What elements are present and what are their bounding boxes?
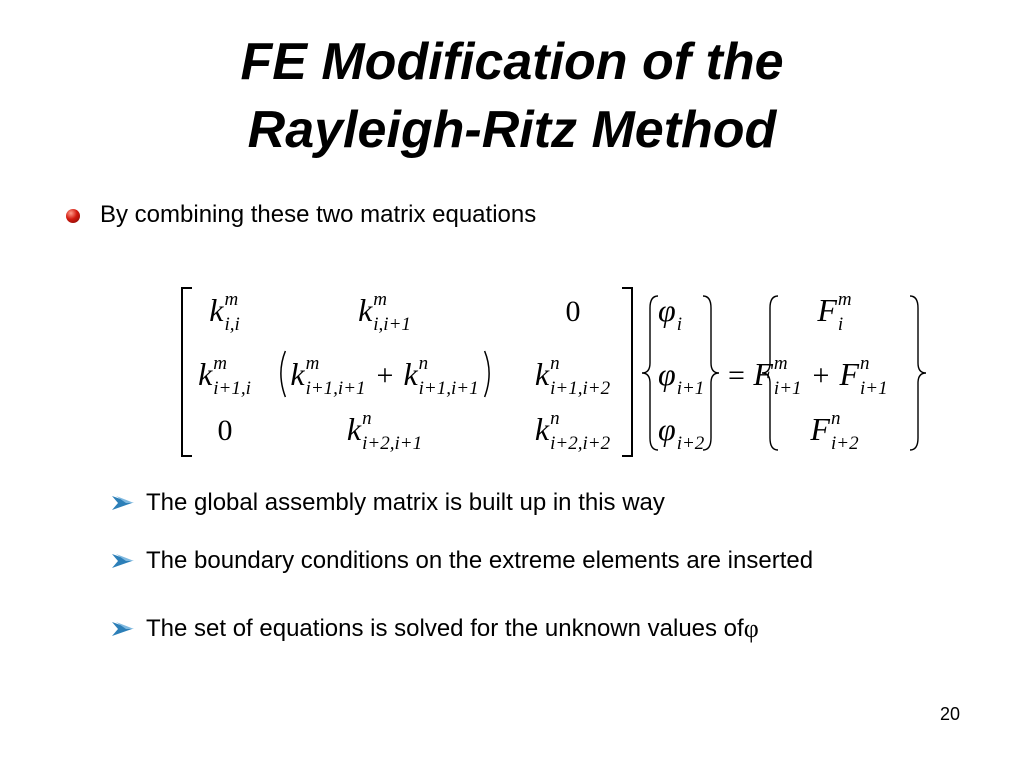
stiffness-cell-0-1-superscript: m <box>373 289 388 310</box>
force-2-base: F <box>810 411 830 447</box>
unknown-2-subscript: i+2 <box>676 433 705 454</box>
phi-symbol: φ <box>743 614 759 643</box>
stiffness-cell-2-0-zero: 0 <box>217 414 233 447</box>
force-2-subscript: i+2 <box>830 433 859 454</box>
sub-bullet-text: The boundary conditions on the extreme elements are inserted <box>146 547 814 574</box>
arrow-bullet-icon <box>112 552 136 570</box>
force-right-brace <box>910 296 926 450</box>
stiffness-cell-1-1-term-2-subscript: i+1,i+1 <box>418 378 479 399</box>
sub-bullet-1 <box>112 486 665 520</box>
stiffness-cell-0-0-base: k <box>209 292 224 328</box>
force-1-plus-sign: + <box>812 359 830 392</box>
stiffness-cell-2-2-subscript: i+2,i+2 <box>550 433 611 454</box>
stiffness-cell-1-2-base: k <box>534 356 550 392</box>
stiffness-cell-0-1-base: k <box>358 292 373 328</box>
unknown-0-subscript: i <box>676 314 682 335</box>
stiffness-cell-1-1-right-paren <box>485 351 490 397</box>
stiffness-cell-0-0-superscript: m <box>224 289 239 310</box>
stiffness-cell-1-0-subscript: i+1,i <box>213 378 251 399</box>
equals-sign: = <box>728 359 745 392</box>
force-1-term-2-subscript: i+1 <box>860 378 888 399</box>
force-1-term-1-subscript: i+1 <box>773 378 802 399</box>
force-0-superscript: m <box>837 289 852 310</box>
unknown-0-base: φ <box>658 292 676 328</box>
matrix-equation <box>170 280 940 465</box>
force-2-superscript: n <box>830 408 841 429</box>
red-ball-bullet-icon <box>66 209 80 223</box>
stiffness-cell-1-1-plus-sign: + <box>376 359 394 392</box>
vector-left-brace <box>642 296 658 450</box>
unknown-1-subscript: i+1 <box>676 378 705 399</box>
arrow-bullet-icon <box>112 620 136 638</box>
force-1-term-1-base: F <box>753 356 773 392</box>
page-number: 20 <box>939 704 961 724</box>
stiffness-cell-1-2-superscript: n <box>550 353 560 374</box>
stiffness-cell-2-1-subscript: i+2,i+1 <box>362 433 423 454</box>
vector-right-brace <box>703 296 719 450</box>
title-line-2: Rayleigh-Ritz Method <box>247 101 777 159</box>
main-bullet <box>66 200 536 230</box>
stiffness-cell-1-1-term-1-base: k <box>290 356 305 392</box>
matrix-left-bracket <box>182 288 192 456</box>
stiffness-cell-1-1-term-1-subscript: i+1,i+1 <box>305 378 366 399</box>
sub-bullet-3 <box>112 612 759 646</box>
slide-title <box>0 28 1024 164</box>
stiffness-cell-1-1-term-2-base: k <box>403 356 418 392</box>
stiffness-cell-0-2-zero: 0 <box>565 295 581 328</box>
stiffness-cell-1-2-subscript: i+1,i+2 <box>550 378 611 399</box>
title-line-1: FE Modification of the <box>240 33 784 91</box>
stiffness-cell-0-0-subscript: i,i <box>224 314 240 335</box>
stiffness-cell-2-1-superscript: n <box>362 408 372 429</box>
force-0-base: F <box>817 292 837 328</box>
stiffness-cell-0-1-subscript: i,i+1 <box>373 314 411 335</box>
sub-bullet-2 <box>112 544 813 578</box>
force-0-subscript: i <box>837 314 844 335</box>
matrix-right-bracket <box>622 288 632 456</box>
stiffness-cell-1-1-left-paren <box>281 351 286 397</box>
stiffness-cell-1-1-term-1-superscript: m <box>305 353 320 374</box>
unknown-2-base: φ <box>658 411 676 447</box>
equation-svg <box>170 280 940 465</box>
force-1-term-1-superscript: m <box>773 353 788 374</box>
stiffness-cell-1-0-base: k <box>198 356 213 392</box>
arrow-bullet-icon <box>112 494 136 512</box>
unknown-1-base: φ <box>658 356 676 392</box>
sub-bullet-text: The set of equations is solved for the unknown values of <box>146 615 744 642</box>
stiffness-cell-2-1-base: k <box>346 411 362 447</box>
stiffness-cell-2-2-base: k <box>534 411 550 447</box>
force-1-term-2-base: F <box>839 356 860 392</box>
stiffness-cell-1-0-superscript: m <box>213 353 228 374</box>
force-1-term-2-superscript: n <box>860 353 870 374</box>
stiffness-cell-2-2-superscript: n <box>550 408 560 429</box>
sub-bullet-text: The global assembly matrix is built up in this way <box>146 489 665 516</box>
stiffness-cell-1-1-term-2-superscript: n <box>418 353 429 374</box>
main-bullet-text: By combining these two matrix equations <box>100 201 537 228</box>
